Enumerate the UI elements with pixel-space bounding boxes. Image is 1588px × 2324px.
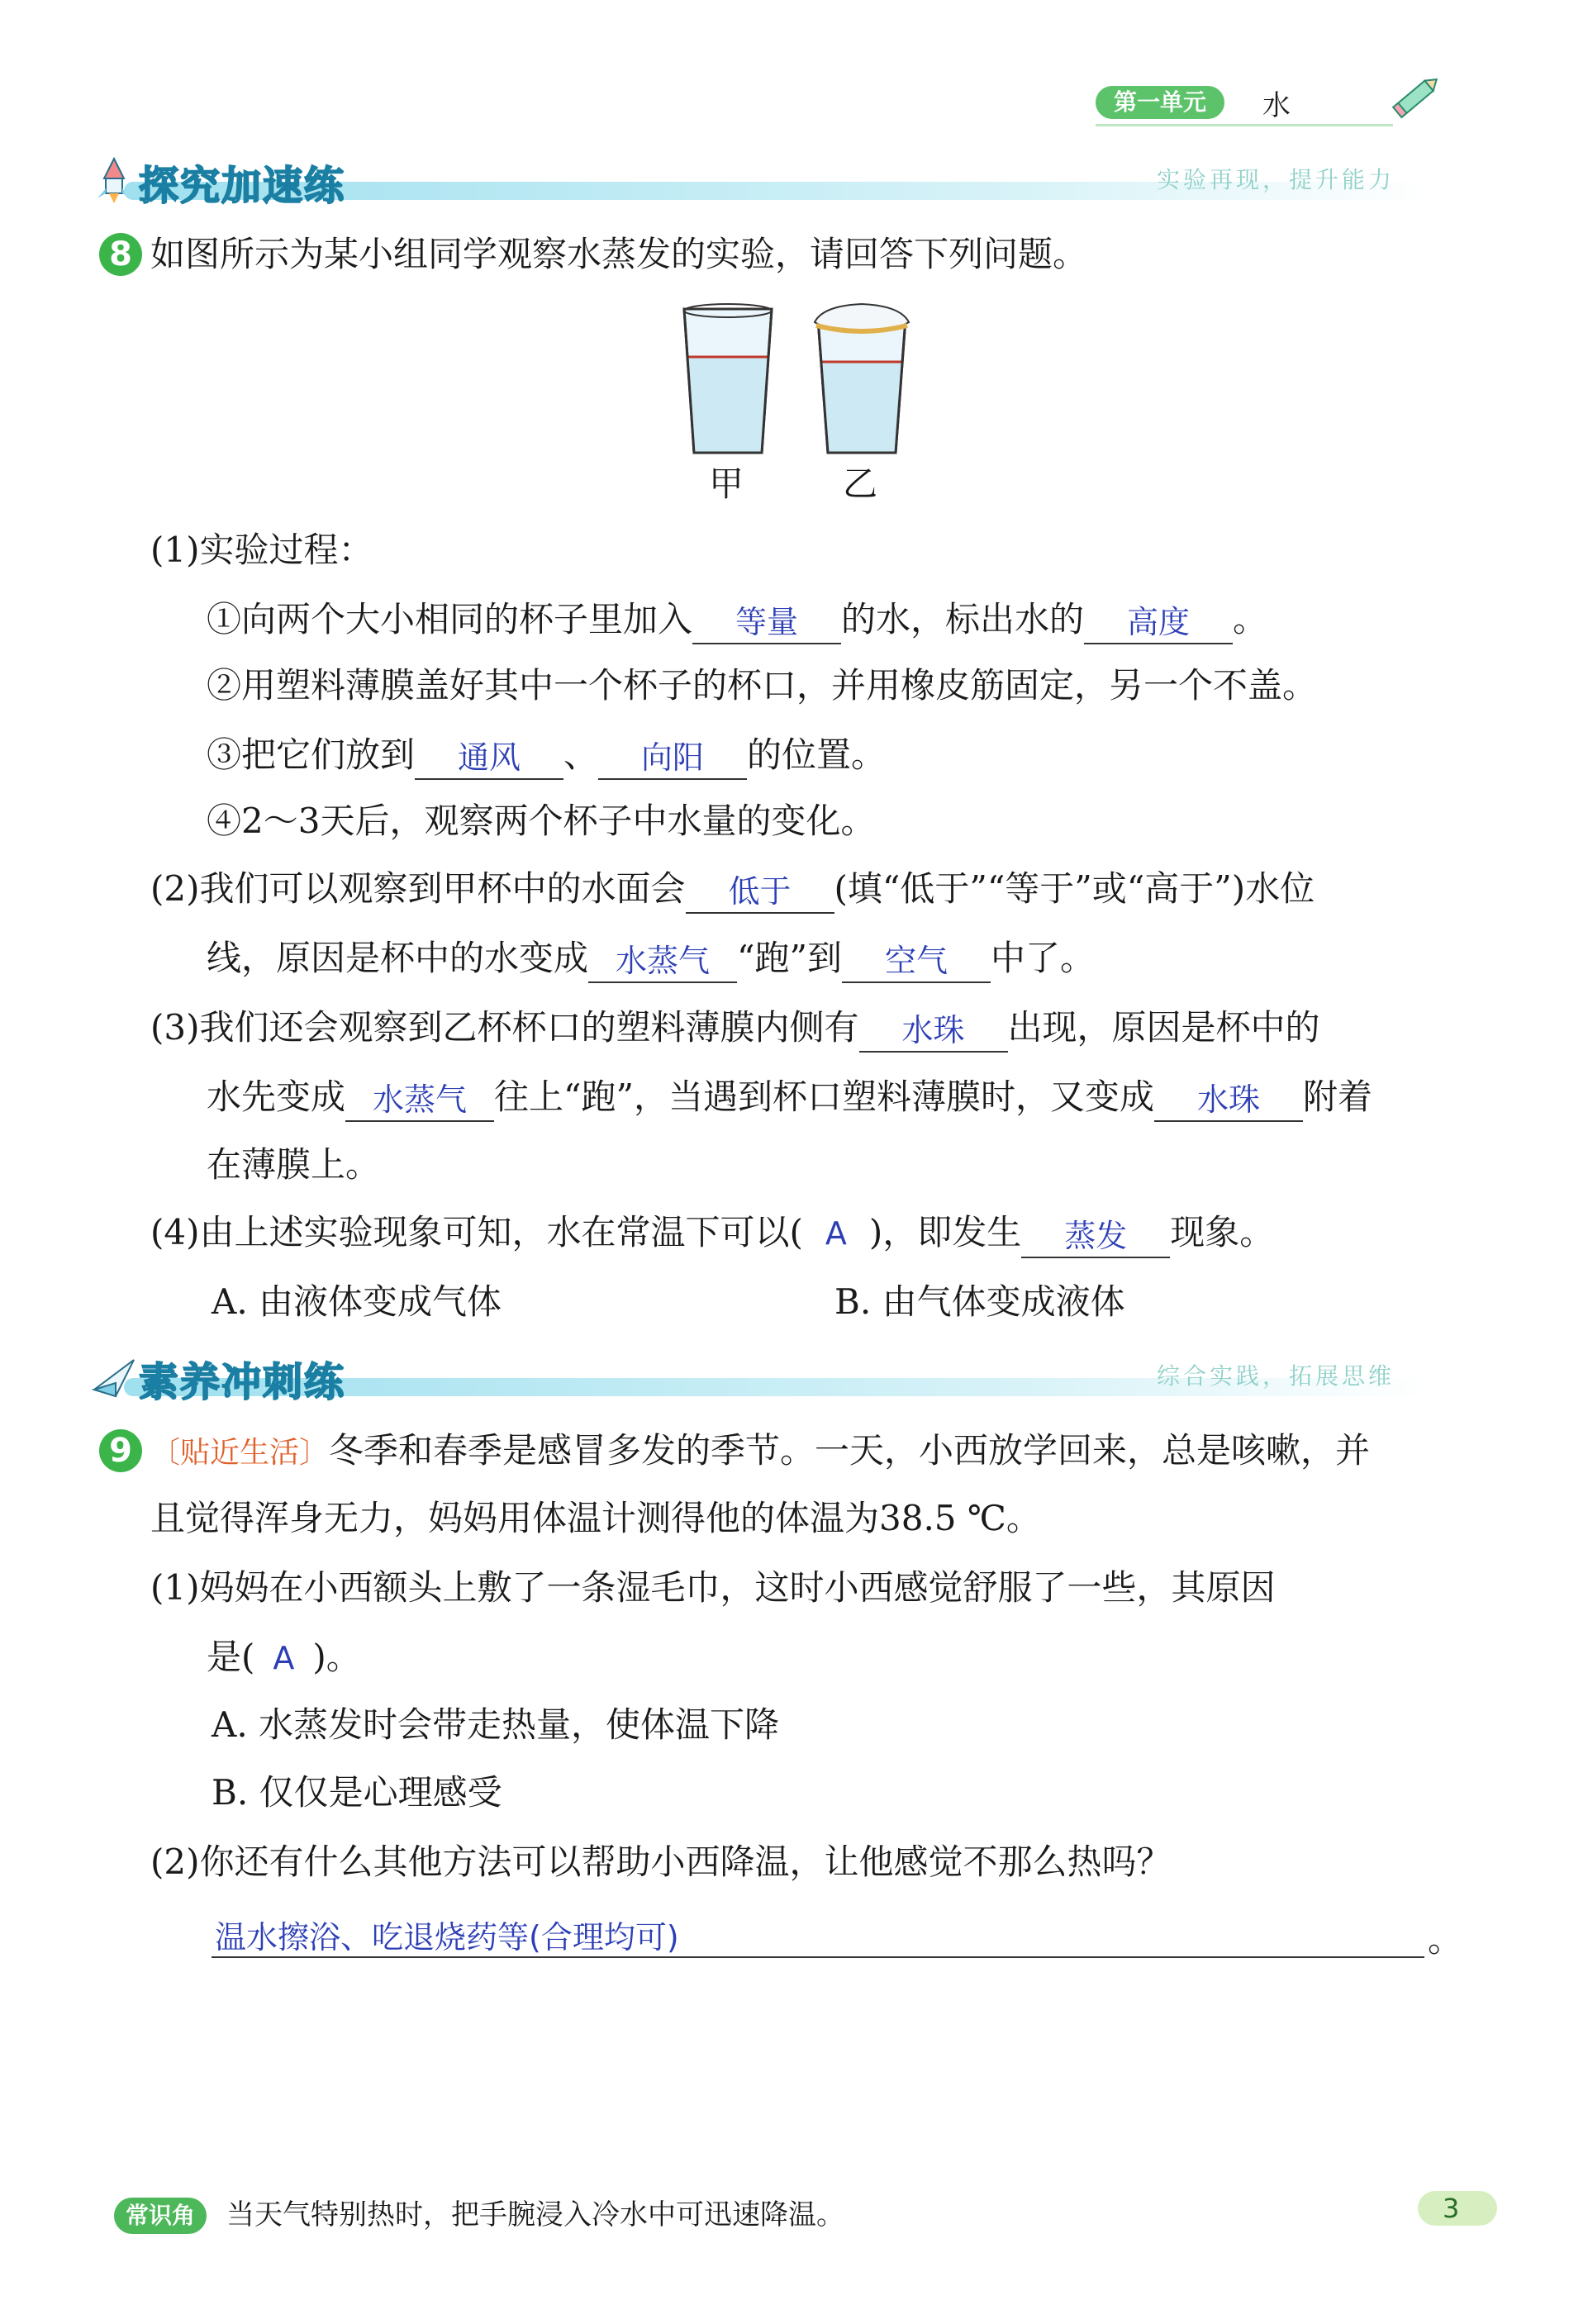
header-underline	[1096, 124, 1393, 126]
answer-text: 低于	[728, 873, 792, 910]
answer-choice: A	[825, 1215, 847, 1252]
answer-blank-xiangyang	[598, 735, 747, 780]
q9-part2-end: 。	[1428, 1919, 1463, 1960]
answer-blank-shuizhengqi	[588, 939, 737, 983]
part1-label: (1)实验过程：	[150, 530, 373, 570]
answer-blank-shuizhengqi-2	[345, 1077, 494, 1122]
step1-text-a: ①向两个大小相同的杯子里加入	[207, 599, 693, 639]
answer-text: 水珠	[1196, 1081, 1260, 1118]
q9-part1-line2	[207, 1633, 361, 1683]
option-b: B. 由气体变成液体	[834, 1281, 1125, 1322]
part3-line2	[207, 1072, 1372, 1122]
answer-text: 水蒸气	[616, 943, 711, 979]
part2-line1	[150, 864, 1315, 914]
stem-text-a: 冬季和春季是感冒多发的季节。一天，小西放学回来，总是咳嗽，并	[329, 1430, 1371, 1471]
part3-text-b: 出现，原因是杯中的	[1007, 1007, 1320, 1048]
q9-part1-text-b: 是(	[207, 1637, 255, 1677]
part3-line1	[150, 1003, 1320, 1053]
section-banner-inquiry	[91, 154, 1438, 207]
answer-text: 高度	[1127, 604, 1191, 640]
q9-part1-text-c: )。	[312, 1637, 361, 1677]
q9-option-a: A. 水蒸发时会带走热量，使体温下降	[212, 1704, 780, 1745]
question-stem: 如图所示为某小组同学观察水蒸发的实验，请回答下列问题。	[150, 234, 1088, 274]
section-title: 探究加速练	[139, 163, 346, 209]
pencil-icon	[1388, 69, 1446, 122]
part4-text-b: )，即发生	[868, 1212, 1022, 1252]
step2-line: ②用塑料薄膜盖好其中一个杯子的杯口，并用橡皮筋固定，另一个不盖。	[207, 665, 1318, 706]
question-stem-line2: 且觉得浑身无力，妈妈用体温计测得他的体温为38.5 ℃。	[150, 1498, 1041, 1538]
tip-badge: 常识角	[114, 2198, 207, 2234]
answer-blank-gaodu	[1084, 600, 1233, 644]
cup-label-jia: 甲	[709, 463, 744, 504]
cup-yi	[815, 304, 909, 453]
q9-option-b: B. 仅仅是心理感受	[212, 1772, 502, 1813]
answer-text: 温水擦浴、吃退烧药等(合理均可)	[215, 1919, 679, 1956]
step3-line	[207, 730, 886, 780]
part2-text-d: “跑”到	[737, 938, 842, 978]
cup-label-yi: 乙	[843, 463, 878, 504]
step1-text-b: 的水，标出水的	[841, 599, 1085, 639]
q9-part1-line1: (1)妈妈在小西额头上敷了一条湿毛巾，这时小西感觉舒服了一些，其原因	[150, 1567, 1276, 1608]
part2-text-c: 线，原因是杯中的水变成	[207, 938, 589, 978]
section-subtitle: 综合实践，拓展思维	[1157, 1362, 1395, 1390]
part4-text-a: (4)由上述实验现象可知，水在常温下可以(	[150, 1212, 803, 1252]
part2-text-b: (填“低于”“等于”或“高于”)水位	[834, 868, 1315, 909]
answer-text: 空气	[884, 943, 948, 979]
question-number: 9	[99, 1429, 142, 1472]
context-tag: 〔贴近生活〕	[150, 1436, 330, 1470]
step3-text-b: 、	[563, 734, 599, 775]
step4-line: ④2～3天后，观察两个杯子中水量的变化。	[207, 801, 876, 841]
answer-text: 水蒸气	[373, 1081, 468, 1118]
part3-text-e: 附着	[1302, 1076, 1372, 1117]
step1-line	[207, 595, 1267, 644]
part2-line2	[207, 934, 1095, 983]
section-subtitle: 实验再现，提升能力	[1157, 166, 1395, 193]
answer-text: 等量	[735, 604, 799, 640]
option-a: A. 由液体变成气体	[212, 1281, 502, 1322]
page-number: 3	[1443, 2193, 1460, 2224]
part2-text-e: 中了。	[990, 938, 1095, 978]
answer-blank-shuizhu-2	[1154, 1077, 1303, 1122]
answer-blank-tongfeng	[415, 735, 563, 780]
experiment-figure	[669, 299, 917, 464]
part4-line	[150, 1208, 1274, 1258]
part3-text-d: 往上“跑”，当遇到杯口塑料薄膜时，又变成	[494, 1076, 1154, 1117]
step3-text-a: ③把它们放到	[207, 734, 416, 775]
answer-text: 蒸发	[1064, 1218, 1128, 1254]
answer-blank-diyu	[686, 869, 834, 914]
q9-part2-answer-line	[212, 1908, 1424, 1958]
answer-choice: A	[273, 1640, 295, 1676]
section-banner-literacy	[91, 1350, 1438, 1403]
answer-text: 通风	[458, 739, 521, 776]
answer-blank-kongqi	[842, 939, 991, 983]
section-title: 素养冲刺练	[139, 1359, 346, 1405]
cup-jia	[684, 304, 772, 453]
answer-blank-dengliang	[692, 600, 841, 644]
page-number-badge	[1418, 2191, 1497, 2226]
unit-topic: 水	[1262, 89, 1291, 122]
unit-badge: 第一单元	[1096, 86, 1224, 119]
question-number: 8	[99, 233, 142, 276]
step3-text-c: 的位置。	[747, 734, 887, 775]
part3-text-c: 水先变成	[207, 1076, 346, 1117]
answer-blank-zhengfa	[1021, 1214, 1170, 1258]
step1-text-c: 。	[1233, 599, 1268, 639]
part4-text-c: 现象。	[1170, 1212, 1275, 1252]
q9-part2-question: (2)你还有什么其他方法可以帮助小西降温，让他感觉不那么热吗？	[150, 1842, 1172, 1882]
part3-line3: 在薄膜上。	[207, 1144, 381, 1185]
question-stem-line1	[150, 1426, 1370, 1478]
answer-blank-shuizhu	[859, 1008, 1008, 1053]
part3-text-a: (3)我们还会观察到乙杯杯口的塑料薄膜内侧有	[150, 1007, 859, 1048]
part2-text-a: (2)我们可以观察到甲杯中的水面会	[150, 868, 686, 909]
answer-text: 水珠	[901, 1012, 965, 1048]
tip-text: 当天气特别热时，把手腕浸入冷水中可迅速降温。	[226, 2198, 844, 2231]
answer-text: 向阳	[641, 739, 705, 776]
